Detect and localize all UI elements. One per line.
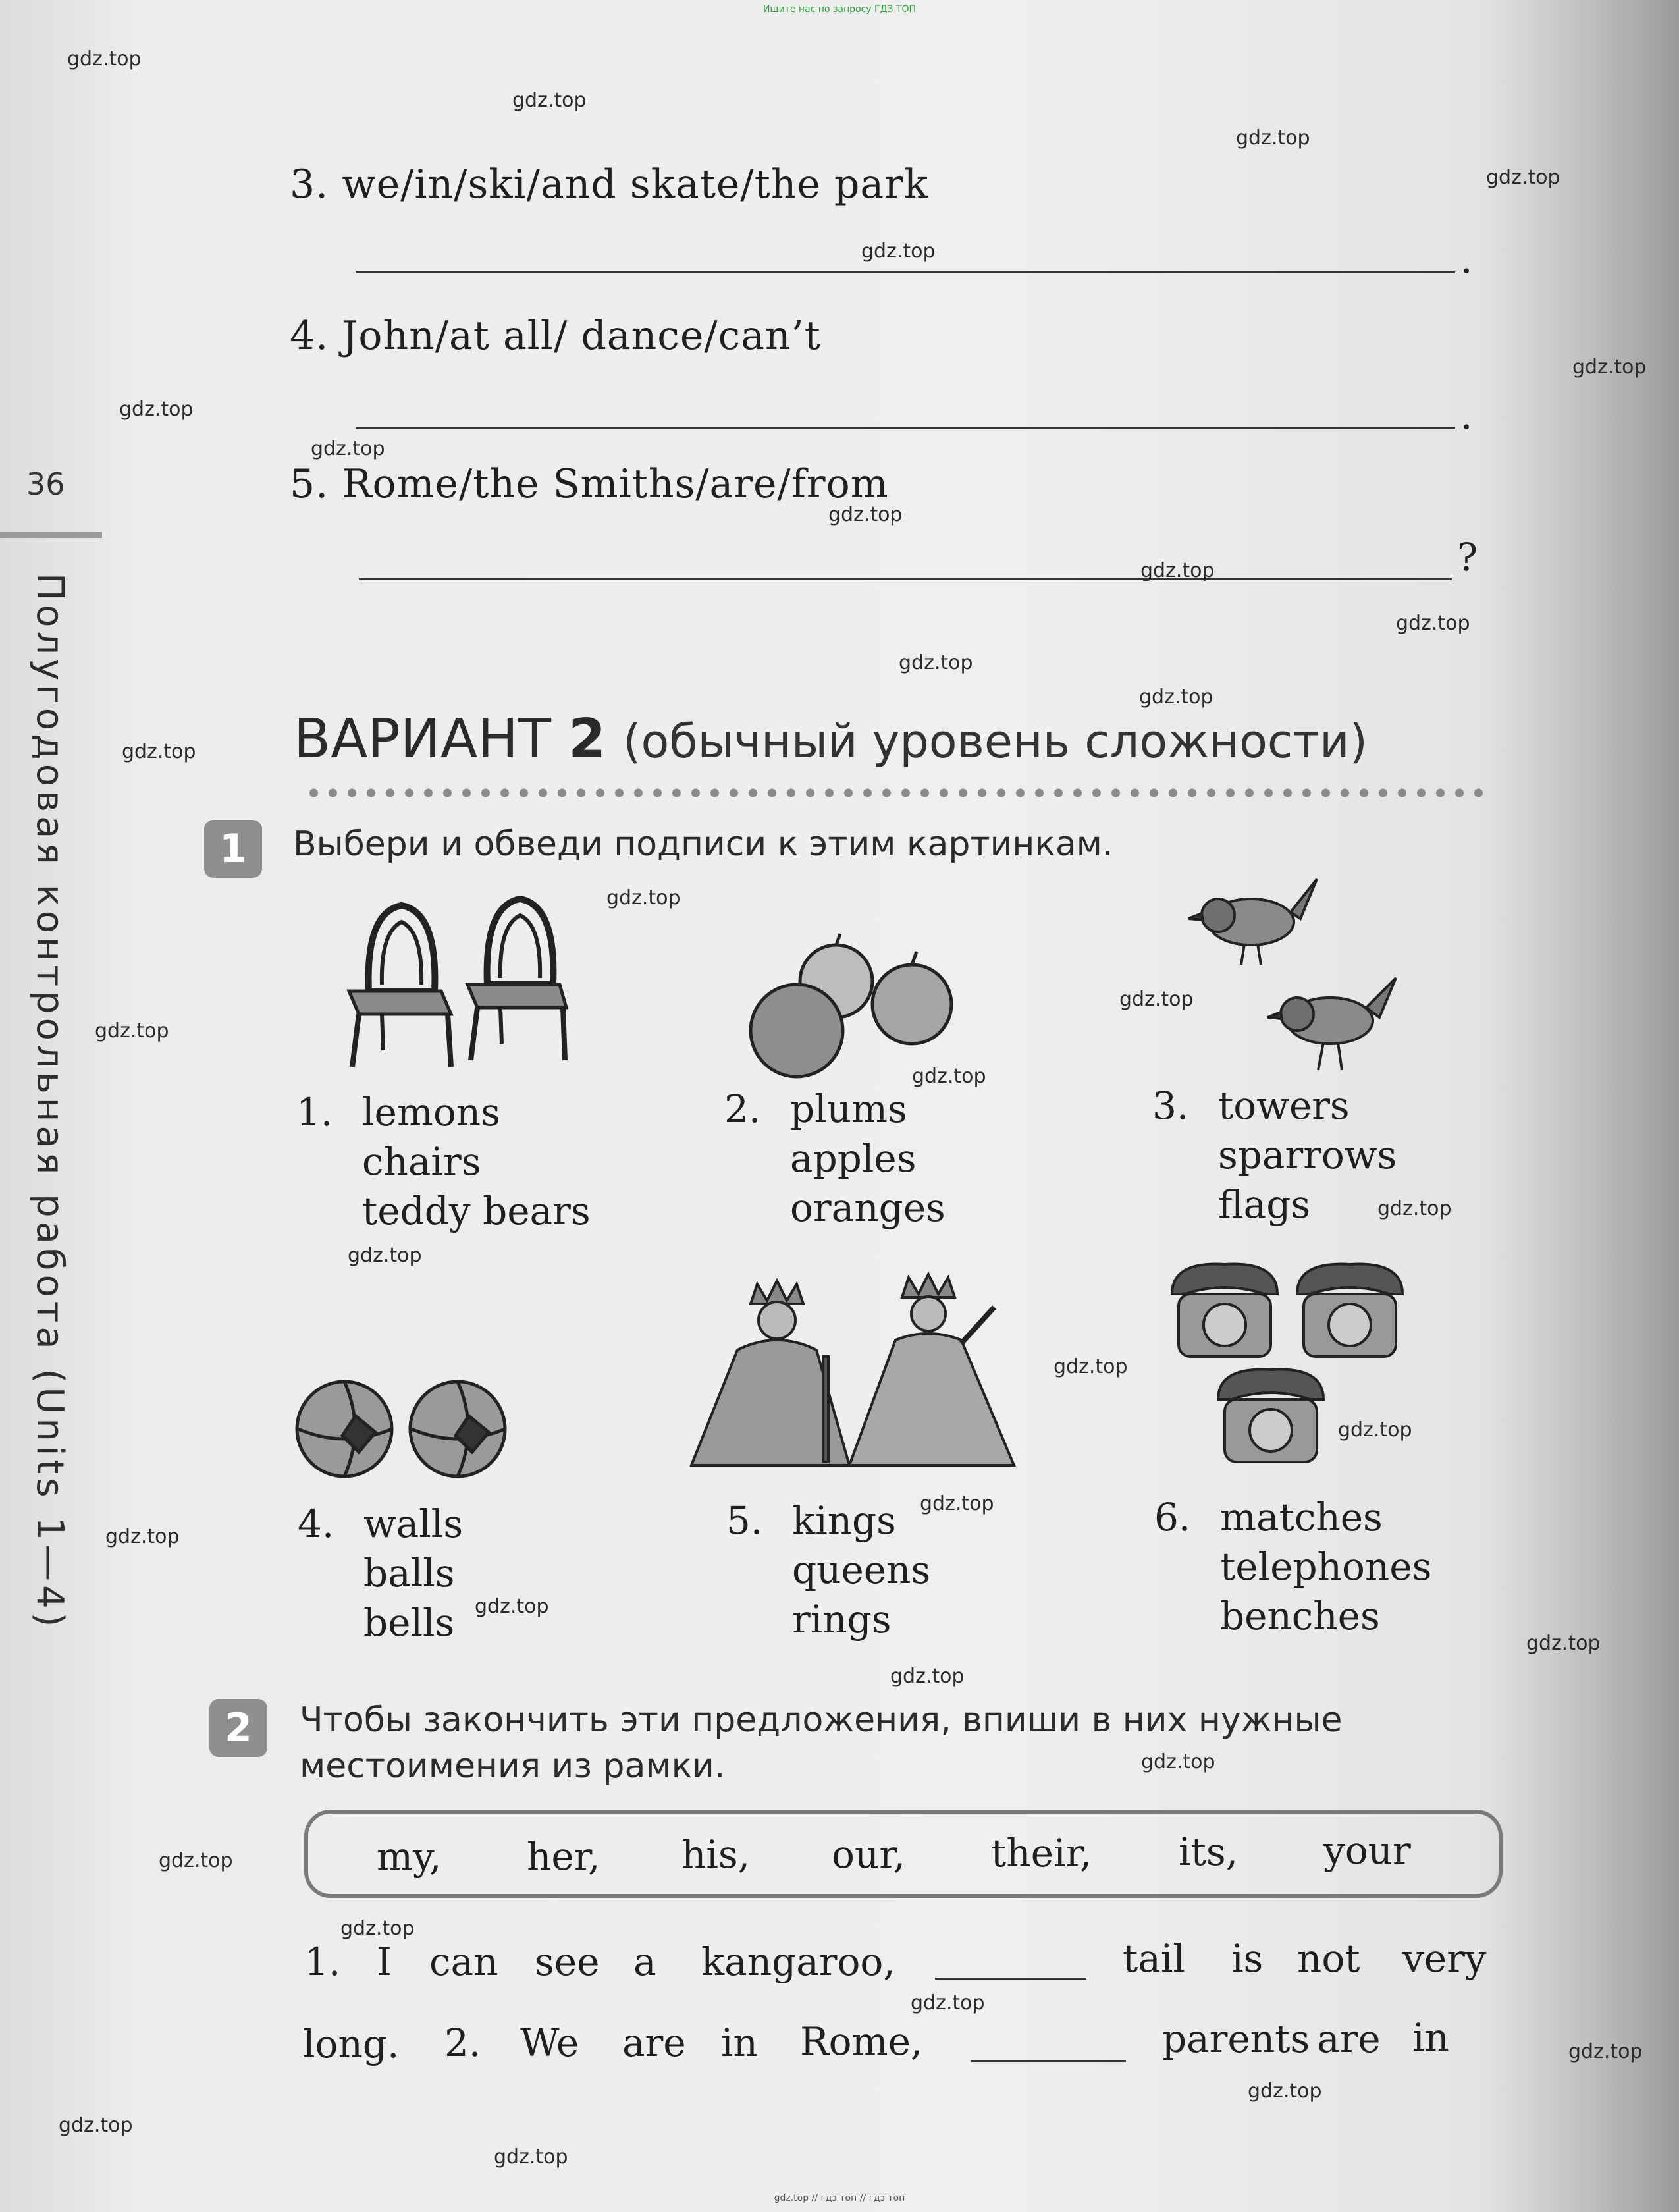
pronoun-his: his, (681, 1832, 751, 1877)
task-1-instruction: Выбери и обведи подписи к этим картинкам. (293, 824, 1113, 864)
exercise-item-5 (290, 461, 889, 507)
sentence-word: see (535, 1939, 600, 1984)
watermark[interactable]: gdz.top (494, 2145, 568, 2169)
option-benches[interactable]: benches (1220, 1594, 1380, 1638)
sentence-word: I (377, 1939, 392, 1984)
sentence-word: in (1412, 2015, 1449, 2060)
sentence-word: are (1317, 2016, 1381, 2061)
item-text: John/at all/ dance/can’t (342, 313, 821, 359)
group-number: 2. (724, 1087, 761, 1131)
watermark[interactable]: gdz.top (105, 1525, 180, 1548)
group-number: 6. (1154, 1495, 1191, 1540)
group-number: 5. (726, 1498, 763, 1543)
option-balls[interactable]: balls (363, 1551, 455, 1596)
item-text: Rome/the Smiths/are/from (342, 461, 889, 507)
watermark[interactable]: gdz.top (1486, 166, 1560, 189)
sentence-word: 1. (304, 1939, 341, 1984)
watermark[interactable]: gdz.top (1141, 1750, 1215, 1773)
watermark[interactable]: gdz.top (1248, 2080, 1322, 2103)
answer-line[interactable] (935, 1978, 1086, 1980)
end-punctuation: ? (1457, 535, 1478, 580)
option-plums[interactable]: plums (790, 1087, 907, 1131)
pronoun-my: my, (377, 1834, 442, 1879)
option-walls[interactable]: walls (363, 1501, 464, 1546)
sentence-word: 2. (444, 2020, 481, 2065)
task-2-instruction-line-1: Чтобы закончить эти предложения, впиши в них нужные (300, 1700, 1343, 1740)
footer-banner[interactable]: gdz.top // гдз топ // гдз топ (774, 2193, 905, 2203)
apples-icon (744, 942, 961, 1080)
exercise-item-4 (290, 313, 821, 359)
pronoun-our: our, (832, 1832, 906, 1877)
watermark[interactable]: gdz.top (119, 398, 194, 421)
watermark[interactable]: gdz.top (1053, 1355, 1128, 1378)
option-teddy-bears[interactable]: teddy bears (362, 1189, 591, 1233)
watermark[interactable]: gdz.top (1396, 612, 1470, 635)
option-oranges[interactable]: oranges (790, 1185, 946, 1230)
group-number: 4. (298, 1501, 334, 1546)
watermark[interactable]: gdz.top (122, 740, 196, 763)
variant-subtitle: (обычный уровень сложности) (623, 715, 1368, 769)
option-queens[interactable]: queens (792, 1548, 931, 1592)
option-flags[interactable]: flags (1218, 1182, 1311, 1227)
task-2-instruction-line-2: местоимения из рамки. (300, 1746, 726, 1786)
sentence-word: very (1402, 1936, 1487, 1981)
side-divider (0, 532, 102, 538)
chairs-icon (342, 892, 566, 1070)
task-2-badge: 2 (209, 1699, 267, 1757)
item-number: 3. (290, 161, 329, 207)
sentence-word: is (1231, 1936, 1264, 1981)
variant-heading (294, 708, 1368, 770)
watermark[interactable]: gdz.top (912, 1065, 986, 1088)
watermark[interactable]: gdz.top (861, 240, 936, 263)
watermark[interactable]: gdz.top (59, 2114, 133, 2137)
watermark[interactable]: gdz.top (159, 1849, 233, 1872)
option-bells[interactable]: bells (363, 1600, 455, 1645)
sparrows-icon (1165, 873, 1402, 1083)
answer-line[interactable] (359, 578, 1452, 580)
option-matches[interactable]: matches (1220, 1495, 1383, 1540)
top-banner[interactable]: Ищите нас по запросу ГДЗ ТОП (762, 4, 917, 14)
sentence-word: Rome, (800, 2019, 923, 2064)
sentence-word: parents (1162, 2016, 1310, 2061)
answer-line[interactable] (356, 427, 1455, 429)
watermark[interactable]: gdz.top (1139, 686, 1213, 709)
option-telephones[interactable]: telephones (1220, 1544, 1432, 1589)
watermark[interactable]: gdz.top (899, 651, 973, 674)
pronoun-their: their, (991, 1831, 1092, 1875)
balls-icon (293, 1376, 510, 1482)
sentence-word: can (429, 1939, 498, 1984)
watermark[interactable]: gdz.top (1572, 356, 1647, 379)
watermark[interactable]: gdz.top (1377, 1197, 1452, 1220)
watermark[interactable]: gdz.top (475, 1595, 549, 1618)
watermark[interactable]: gdz.top (1338, 1418, 1412, 1442)
item-number: 5. (290, 461, 329, 507)
answer-line[interactable] (356, 271, 1455, 273)
watermark[interactable]: gdz.top (340, 1917, 415, 1940)
sentence-word: kangaroo, (701, 1939, 895, 1984)
side-title: Полугодовая контрольная работа (Units 1—4) (28, 573, 71, 1631)
watermark[interactable]: gdz.top (911, 1991, 985, 2014)
answer-line[interactable] (971, 2060, 1126, 2062)
end-punctuation: . (1460, 237, 1473, 282)
option-chairs[interactable]: chairs (362, 1139, 481, 1184)
sentence-word: long. (303, 2022, 400, 2066)
watermark[interactable]: gdz.top (348, 1244, 422, 1267)
end-punctuation: . (1460, 393, 1473, 438)
sentence-word: are (622, 2020, 686, 2065)
telephones-icon (1165, 1254, 1416, 1485)
kings-icon (685, 1278, 1027, 1475)
watermark[interactable]: gdz.top (1236, 126, 1310, 149)
sentence-word: not (1297, 1936, 1360, 1981)
page-number: 36 (26, 466, 65, 502)
watermark[interactable]: gdz.top (512, 89, 587, 112)
sentence-word: a (633, 1939, 656, 1984)
pronoun-her: her, (527, 1834, 600, 1879)
pronoun-your: your (1323, 1828, 1411, 1873)
item-text: we/in/ski/and skate/the park (342, 161, 929, 207)
dotted-divider (304, 788, 1489, 798)
watermark[interactable]: gdz.top (1140, 559, 1215, 582)
variant-number: 2 (568, 708, 606, 770)
exercise-item-3 (290, 161, 928, 207)
pronoun-its: its, (1179, 1829, 1239, 1874)
sentence-word: in (721, 2020, 758, 2065)
watermark[interactable]: gdz.top (1568, 2040, 1643, 2063)
watermark[interactable]: gdz.top (1119, 988, 1194, 1011)
variant-label: ВАРИАНТ (294, 708, 551, 770)
watermark[interactable]: gdz.top (920, 1492, 994, 1515)
option-lemons[interactable]: lemons (362, 1090, 500, 1135)
watermark[interactable]: gdz.top (606, 886, 681, 909)
watermark[interactable]: gdz.top (828, 503, 903, 526)
watermark[interactable]: gdz.top (890, 1665, 965, 1688)
option-apples[interactable]: apples (790, 1136, 917, 1181)
option-kings[interactable]: kings (792, 1498, 896, 1543)
option-rings[interactable]: rings (792, 1597, 892, 1642)
watermark[interactable]: gdz.top (1526, 1632, 1601, 1655)
group-number: 3. (1152, 1083, 1189, 1128)
option-sparrows[interactable]: sparrows (1218, 1133, 1397, 1177)
watermark[interactable]: gdz.top (95, 1019, 169, 1042)
sentence-word: tail (1123, 1936, 1185, 1981)
group-number: 1. (296, 1090, 333, 1135)
watermark[interactable]: gdz.top (67, 47, 142, 70)
sentence-word: We (520, 2020, 579, 2065)
watermark[interactable]: gdz.top (311, 437, 385, 460)
item-number: 4. (290, 313, 329, 359)
option-towers[interactable]: towers (1218, 1083, 1350, 1128)
task-1-badge: 1 (204, 820, 262, 878)
